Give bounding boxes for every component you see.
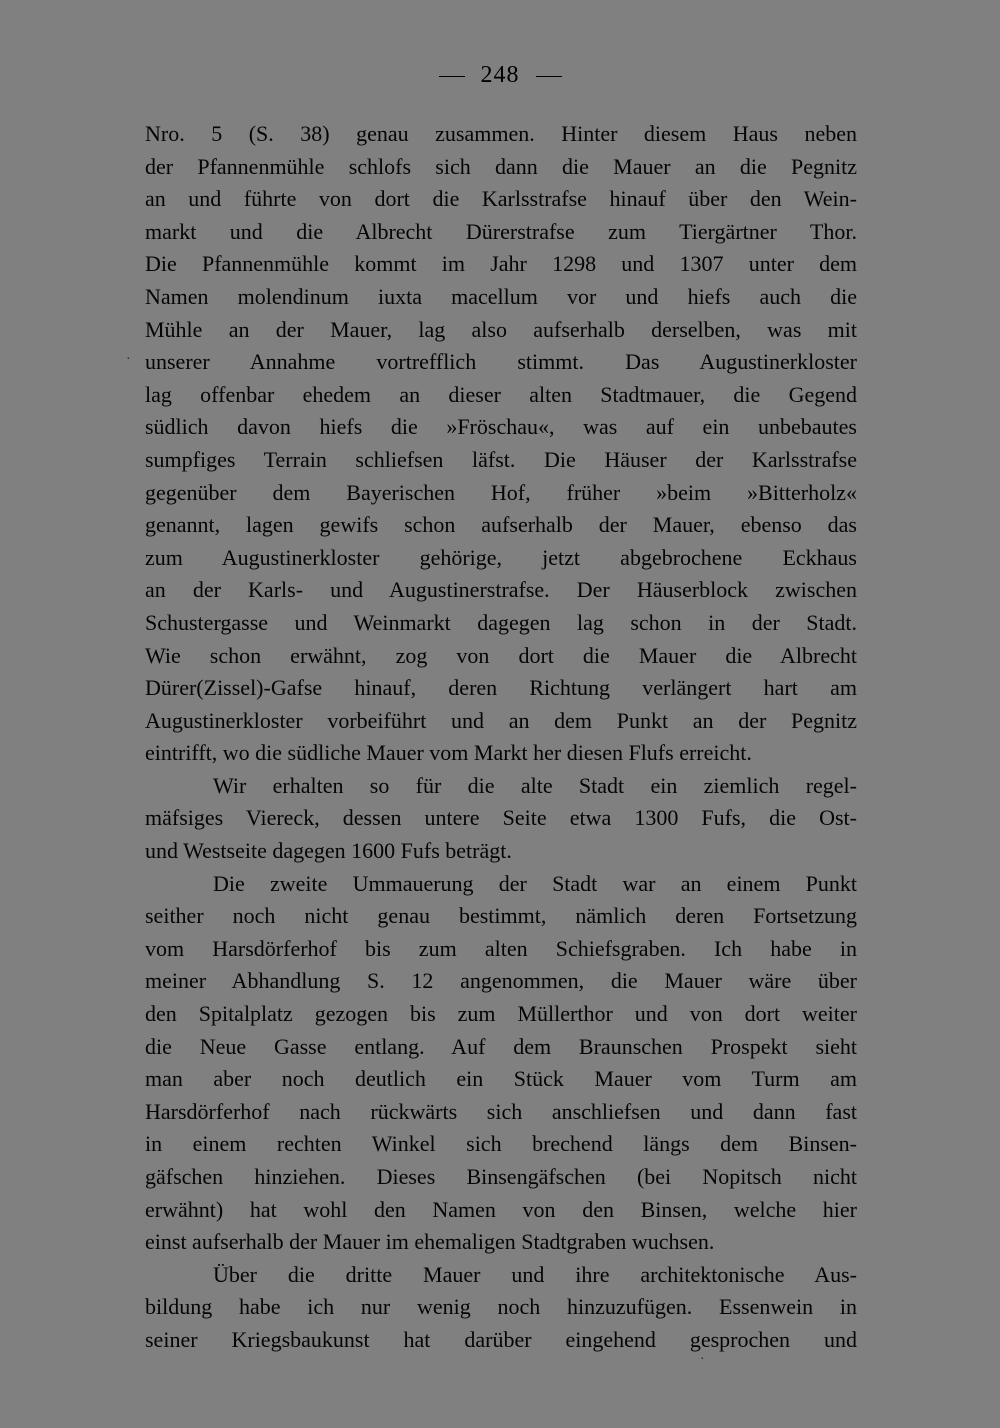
text-line: an der Karls- und Augustinerstrafse. Der Häuserblock zwischen <box>145 577 857 603</box>
text-line: man aber noch deutlich ein Stück Mauer vom Turm am <box>145 1066 857 1092</box>
text-line: vom Harsdörferhof bis zum alten Schiefsgraben. Ich habe in <box>145 935 857 961</box>
text-line: der Pfannenmühle schlofs sich dann die Mauer an die Pegnitz <box>145 153 857 179</box>
text-line: Dürer(Zissel)-Gafse hinauf, deren Richtung verlängert hart am <box>145 675 857 701</box>
text-line: Harsdörferhof nach rückwärts sich anschliefsen und dann fast <box>145 1098 857 1124</box>
text-line: südlich davon hiefs die »Fröschau«, was auf ein unbebautes <box>145 414 857 440</box>
text-line: mäfsiges Viereck, dessen untere Seite etwa 1300 Fufs, die Ost- <box>145 805 857 831</box>
text-line: und Westseite dagegen 1600 Fufs beträgt. <box>145 838 512 864</box>
margin-mark: · <box>700 1352 705 1367</box>
text-line: eintrifft, wo die südliche Mauer vom Markt her diesen Flufs erreicht. <box>145 740 752 766</box>
text-line: unserer Annahme vortrefflich stimmt. Das Augustinerkloster <box>145 349 857 375</box>
text-line: lag offenbar ehedem an dieser alten Stadtmauer, die Gegend <box>145 381 857 407</box>
margin-mark: · <box>126 352 131 367</box>
text-line: Wir erhalten so für die alte Stadt ein ziemlich regel- <box>213 772 857 798</box>
text-line: meiner Abhandlung S. 12 angenommen, die Mauer wäre über <box>145 968 857 994</box>
text-line: seither noch nicht genau bestimmt, nämlich deren Fortsetzung <box>145 903 857 929</box>
text-line: gäfschen hinziehen. Dieses Binsengäfschen (bei Nopitsch nicht <box>145 1164 857 1189</box>
text-line: an und führte von dort die Karlsstrafse hinauf über den Wein- <box>145 186 857 212</box>
text-line: Namen molendinum iuxta macellum vor und hiefs auch die <box>145 283 857 309</box>
text-line: Schustergasse und Weinmarkt dagegen lag schon in der Stadt. <box>145 609 857 635</box>
text-line: einst aufserhalb der Mauer im ehemaligen Stadtgraben wuchsen. <box>145 1229 715 1255</box>
body-text <box>145 118 857 1357</box>
text-line: gegenüber dem Bayerischen Hof, früher »beim »Bitterholz« <box>145 479 857 505</box>
text-line: bildung habe ich nur wenig noch hinzuzufügen. Essenwein in <box>145 1294 857 1320</box>
text-line: den Spitalplatz gezogen bis zum Müllerthor und von dort weiter <box>145 1001 857 1027</box>
text-line: Die Pfannenmühle kommt im Jahr 1298 und 1307 unter dem <box>145 251 857 277</box>
text-line: Mühle an der Mauer, lag also aufserhalb derselben, was mit <box>145 316 857 342</box>
text-line: sumpfiges Terrain schliefsen läfst. Die Häuser der Karlsstrafse <box>145 446 857 472</box>
text-line: erwähnt) hat wohl den Namen von den Binsen, welche hier <box>145 1196 857 1222</box>
text-line: Nro. 5 (S. 38) genau zusammen. Hinter diesem Haus neben <box>145 121 857 146</box>
text-line: zum Augustinerkloster gehörige, jetzt abgebrochene Eckhaus <box>145 544 857 570</box>
text-line: genannt, lagen gewifs schon aufserhalb der Mauer, ebenso das <box>145 512 857 538</box>
text-line: markt und die Albrecht Dürerstrafse zum Tiergärtner Thor. <box>145 218 857 244</box>
text-line: seiner Kriegsbaukunst hat darüber eingehend gesprochen und <box>145 1326 857 1352</box>
page-header <box>0 62 1000 89</box>
text-line: Die zweite Ummauerung der Stadt war an einem Punkt <box>213 870 857 896</box>
text-line: Augustinerkloster vorbeiführt und an dem Punkt an der Pegnitz <box>145 707 857 733</box>
text-line: in einem rechten Winkel sich brechend längs dem Binsen- <box>145 1131 857 1157</box>
header-dash-right <box>536 76 562 77</box>
text-line: Über die dritte Mauer und ihre architektonische Aus- <box>213 1261 857 1287</box>
header-dash-left <box>439 76 465 77</box>
page-number: 248 <box>480 62 520 88</box>
text-line: Wie schon erwähnt, zog von dort die Mauer die Albrecht <box>145 642 857 668</box>
text-line: die Neue Gasse entlang. Auf dem Braunschen Prospekt sieht <box>145 1033 857 1059</box>
